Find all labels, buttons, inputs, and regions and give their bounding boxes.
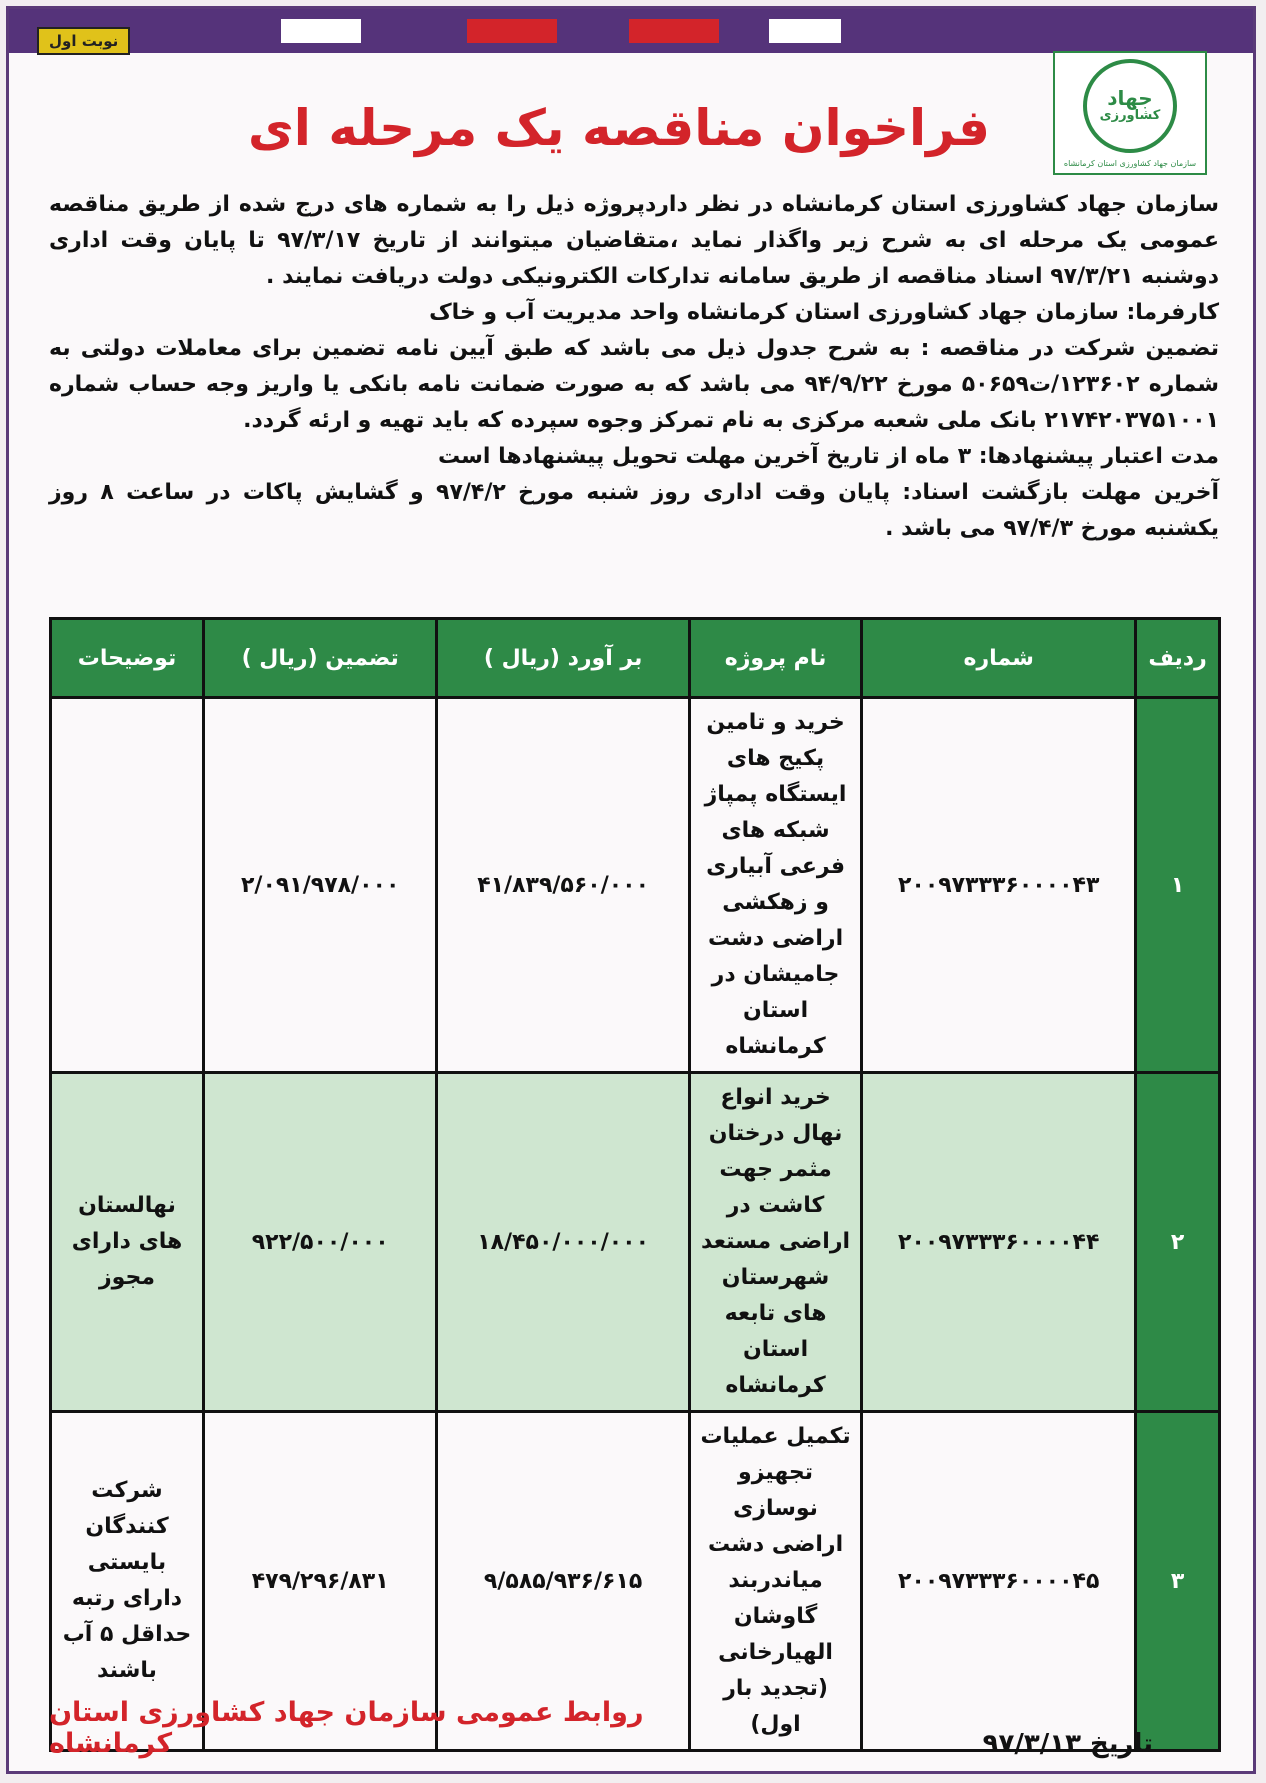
intro-paragraph: سازمان جهاد کشاورزی استان کرمانشاه در نظر داردپروژه ذیل را به شماره های درج شده از طریق مناقصه عمومی یک مرحله ای به شرح زیر واگذار نماید ،متقاضیان میتوانند از تاریخ ۹۷/۳/۱۷ تا پایان وقت اداری دوشنبه ۹۷/۳/۲۱ اسناد مناقصه از طریق سامانه تدارکات الکترونیکی دولت دریافت نمایند . — [49, 192, 1219, 289]
project-name: خرید و تامین پکیج های ایستگاه پمپاژ شبکه های فرعی آبیاری و زهکشی اراضی دشت جامیشان در استان کرمانشاه — [689, 698, 861, 1073]
deadline-paragraph: آخرین مهلت بازگشت اسناد: پایان وقت اداری روز شنبه مورخ ۹۷/۴/۲ و گشایش پاکات در ساعت ۸ روز یکشنبه مورخ ۹۷/۴/۳ می باشد . — [49, 480, 1219, 541]
tender-table — [49, 617, 1221, 1752]
jahad-logo — [1053, 51, 1207, 175]
estimate-value: ۱۸/۴۵۰/۰۰۰/۰۰۰ — [437, 1073, 689, 1412]
logo-tagline: سازمان جهاد کشاورزی استان کرمانشاه — [1063, 158, 1197, 168]
notice-frame — [6, 6, 1256, 1774]
row-index: ۳ — [1136, 1412, 1220, 1751]
guarantee-value: ۹۲۲/۵۰۰/۰۰۰ — [203, 1073, 436, 1412]
row-note: نهالستان های دارای مجوز — [51, 1073, 204, 1412]
top-banner — [9, 9, 1253, 53]
col-number: شماره — [862, 619, 1136, 698]
table-row — [51, 698, 1220, 1073]
col-estimate: بر آورد (ریال ) — [437, 619, 689, 698]
logo-emblem-icon: جهاد کشاورزی — [1083, 59, 1177, 153]
validity-line: مدت اعتبار پیشنهادها: ۳ ماه از تاریخ آخرین مهلت تحویل پیشنهادها است — [438, 444, 1219, 469]
col-notes: توضیحات — [51, 619, 204, 698]
row-index: ۱ — [1136, 698, 1220, 1073]
project-name: تکمیل عملیات تجهیزو نوسازی اراضی دشت میاندربند گاوشان الهیارخانی (تجدید بار اول) — [689, 1412, 861, 1751]
guarantee-paragraph: تضمین شرکت در مناقصه : به شرح جدول ذیل می باشد که طبق آیین نامه تضمین برای معاملات دولتی به شماره ۱۲۳۶۰۲/ت۵۰۶۵۹ مورخ ۹۴/۹/۲۲ می باشد که به صورت ضمانت نامه بانکی یا واریز وجه حساب شماره ۲۱۷۴۲۰۳۷۵۱۰۰۱ بانک ملی شعبه مرکزی به نام تمرکز وجوه سپرده که باید تهیه و ارئه گردد. — [49, 336, 1219, 433]
employer-line: کارفرما: سازمان جهاد کشاورزی استان کرمانشاه واحد مدیریت آب و خاک — [429, 300, 1219, 325]
public-relations-signature: روابط عمومی سازمان جهاد کشاورزی استان کرمانشاه — [49, 1697, 644, 1759]
estimate-value: ۹/۵۸۵/۹۳۶/۶۱۵ — [437, 1412, 689, 1751]
col-project-name: نام پروژه — [689, 619, 861, 698]
guarantee-value: ۲/۰۹۱/۹۷۸/۰۰۰ — [203, 698, 436, 1073]
tender-number: ۲۰۰۹۷۳۳۳۶۰۰۰۰۴۵ — [862, 1412, 1136, 1751]
row-note — [51, 698, 204, 1073]
row-index: ۲ — [1136, 1073, 1220, 1412]
estimate-value: ۴۱/۸۳۹/۵۶۰/۰۰۰ — [437, 698, 689, 1073]
project-name: خرید انواع نهال درختان مثمر جهت کاشت در اراضی مستعد شهرستان های تابعه استان کرمانشاه — [689, 1073, 861, 1412]
tender-number: ۲۰۰۹۷۳۳۳۶۰۰۰۰۴۴ — [862, 1073, 1136, 1412]
table-row — [51, 1073, 1220, 1412]
page-title: فراخوان مناقصه یک مرحله ای — [247, 99, 991, 157]
round-badge: نوبت اول — [37, 27, 130, 55]
tender-number: ۲۰۰۹۷۳۳۳۶۰۰۰۰۴۳ — [862, 698, 1136, 1073]
publish-date: تاریخ ۹۷/۳/۱۳ — [982, 1729, 1153, 1759]
col-row-number: ردیف — [1136, 619, 1220, 698]
row-note: شرکت کنندگان بایستی دارای رتبه حداقل ۵ آب باشند — [51, 1412, 204, 1751]
table-header-row — [51, 619, 1220, 698]
col-guarantee: تضمین (ریال ) — [203, 619, 436, 698]
guarantee-value: ۴۷۹/۲۹۶/۸۳۱ — [203, 1412, 436, 1751]
notice-body — [49, 187, 1219, 547]
